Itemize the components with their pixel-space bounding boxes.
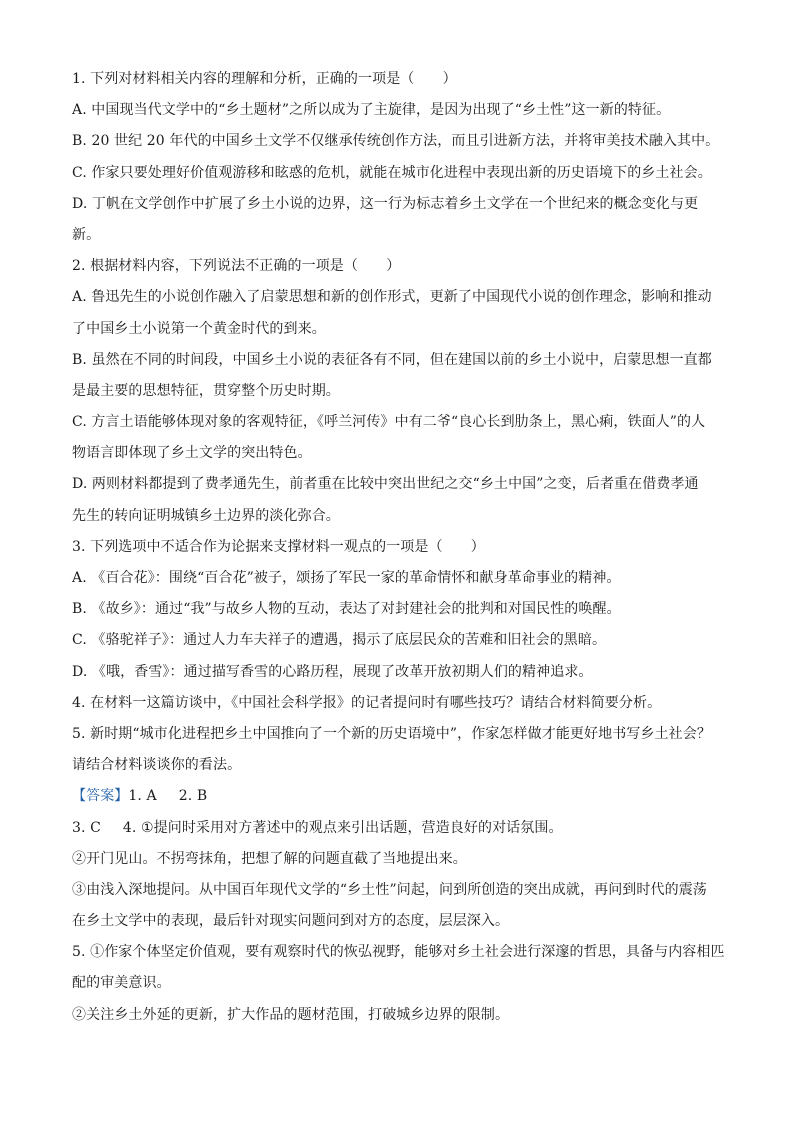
question-1-option-c: C. 作家只要处理好价值观游移和眩惑的危机，就能在城市化进程中表现出新的历史语境下的乡土社会。 — [72, 164, 712, 181]
answer-tag: 【答案】 — [72, 788, 129, 805]
answer-line: ②关注乡土外延的更新，扩大作品的题材范围，打破城乡边界的限制。 — [72, 1006, 510, 1023]
question-1-stem: 1. 下列对材料相关内容的理解和分析，正确的一项是（ ） — [72, 71, 457, 87]
question-1-option-b: B. 20 世纪 20 年代的中国乡土文学不仅继承传统创作方法，而且引进新方法，并将审美技术融入其中。 — [72, 133, 720, 150]
question-2-stem: 2. 根据材料内容，下列说法不正确的一项是（ ） — [72, 258, 401, 275]
question-3-stem: 3. 下列选项中不适合作为论据来支撑材料一观点的一项是（ ） — [72, 538, 485, 555]
question-4-stem: 4. 在材料一这篇访谈中，《中国社会科学报》的记者提问时有哪些技巧？请结合材料简要分析。 — [72, 694, 662, 711]
question-2-option-a-cont: 了中国乡土小说第一个黄金时代的到来。 — [72, 320, 326, 337]
question-3-option-b: B. 《故乡》：通过“我”与故乡人物的互动，表达了对封建社会的批判和对国民性的唤醒。 — [72, 601, 621, 618]
answer-line: 配的审美意识。 — [72, 975, 171, 992]
question-2-option-c: C. 方言土语能够体现对象的客观特征，《呼兰河传》中有二爷“良心长到肋条上，黑心痢，铁面人”的人 — [72, 414, 706, 431]
answer-3: 3. C — [72, 819, 101, 836]
answer-line: ③由浅入深地提问。从中国百年现代文学的“乡土性”问起，问到所创造的突出成就，再问到时代的震荡 — [72, 881, 707, 898]
question-2-option-d: D. 两则材料都提到了费孝通先生，前者重在比较中突出世纪之交“乡土中国”之变，后者重在借费孝通 — [72, 476, 699, 493]
answer-2: 2. B — [178, 788, 208, 805]
question-2-option-d-cont: 先生的转向证明城镇乡土边界的淡化弥合。 — [72, 507, 340, 524]
answer-line: 5. ①作家个体坚定价值观，要有观察时代的恢弘视野，能够对乡土社会进行深邃的哲思，具备与内容相匹 — [72, 944, 725, 961]
question-5-stem-cont: 请结合材料谈谈你的看法。 — [72, 757, 242, 774]
question-3-option-d: D. 《哦，香雪》：通过描写香雪的心路历程，展现了改革开放初期人们的精神追求。 — [72, 663, 593, 680]
answer-text: 4. ①提问时采用对方著述中的观点来引出话题，营造良好的对话氛围。 — [122, 819, 563, 836]
question-1-option-d: D. 丁帆在文学创作中扩展了乡土小说的边界，这一行为标志着乡土文学在一个世纪来的概念变化与更 — [72, 195, 699, 212]
question-2-option-b: B. 虽然在不同的时间段，中国乡土小说的表征各有不同，但在建国以前的乡土小说中，启蒙思想一直都 — [72, 351, 712, 368]
question-3-option-a: A. 《百合花》：围绕“百合花”被子，颂扬了军民一家的革命情怀和献身革命事业的精神。 — [72, 570, 621, 586]
question-2-option-b-cont: 是最主要的思想特征，贯穿整个历史时期。 — [72, 382, 340, 399]
answer-line — [72, 813, 724, 844]
answer-line: 在乡土文学中的表现，最后针对现实问题问到对方的态度，层层深入。 — [72, 913, 510, 930]
answer-header-line — [72, 781, 724, 812]
question-2-option-a: A. 鲁迅先生的小说创作融入了启蒙思想和新的创作形式，更新了中国现代小说的创作理念，影响和推动 — [72, 289, 712, 306]
question-2-option-c-cont: 物语言即体现了乡土文学的突出特色。 — [72, 445, 312, 462]
question-3-option-c: C. 《骆驼祥子》：通过人力车夫祥子的遭遇，揭示了底层民众的苦难和旧社会的黑暗。 — [72, 632, 607, 649]
answer-1: 1. A — [128, 788, 157, 805]
document-page — [72, 64, 724, 1031]
answer-line: ②开门见山。不拐弯抹角，把想了解的问题直截了当地提出来。 — [72, 850, 467, 867]
question-5-stem: 5. 新时期“城市化进程把乡土中国推向了一个新的历史语境中”，作家怎样做才能更好地书写乡土社会？ — [72, 725, 711, 742]
question-1-option-d-cont: 新。 — [72, 226, 101, 243]
question-1-option-a: A. 中国现当代文学中的“乡土题材”之所以成为了主旋律，是因为出现了“乡土性”这一新的特征。 — [72, 102, 671, 119]
